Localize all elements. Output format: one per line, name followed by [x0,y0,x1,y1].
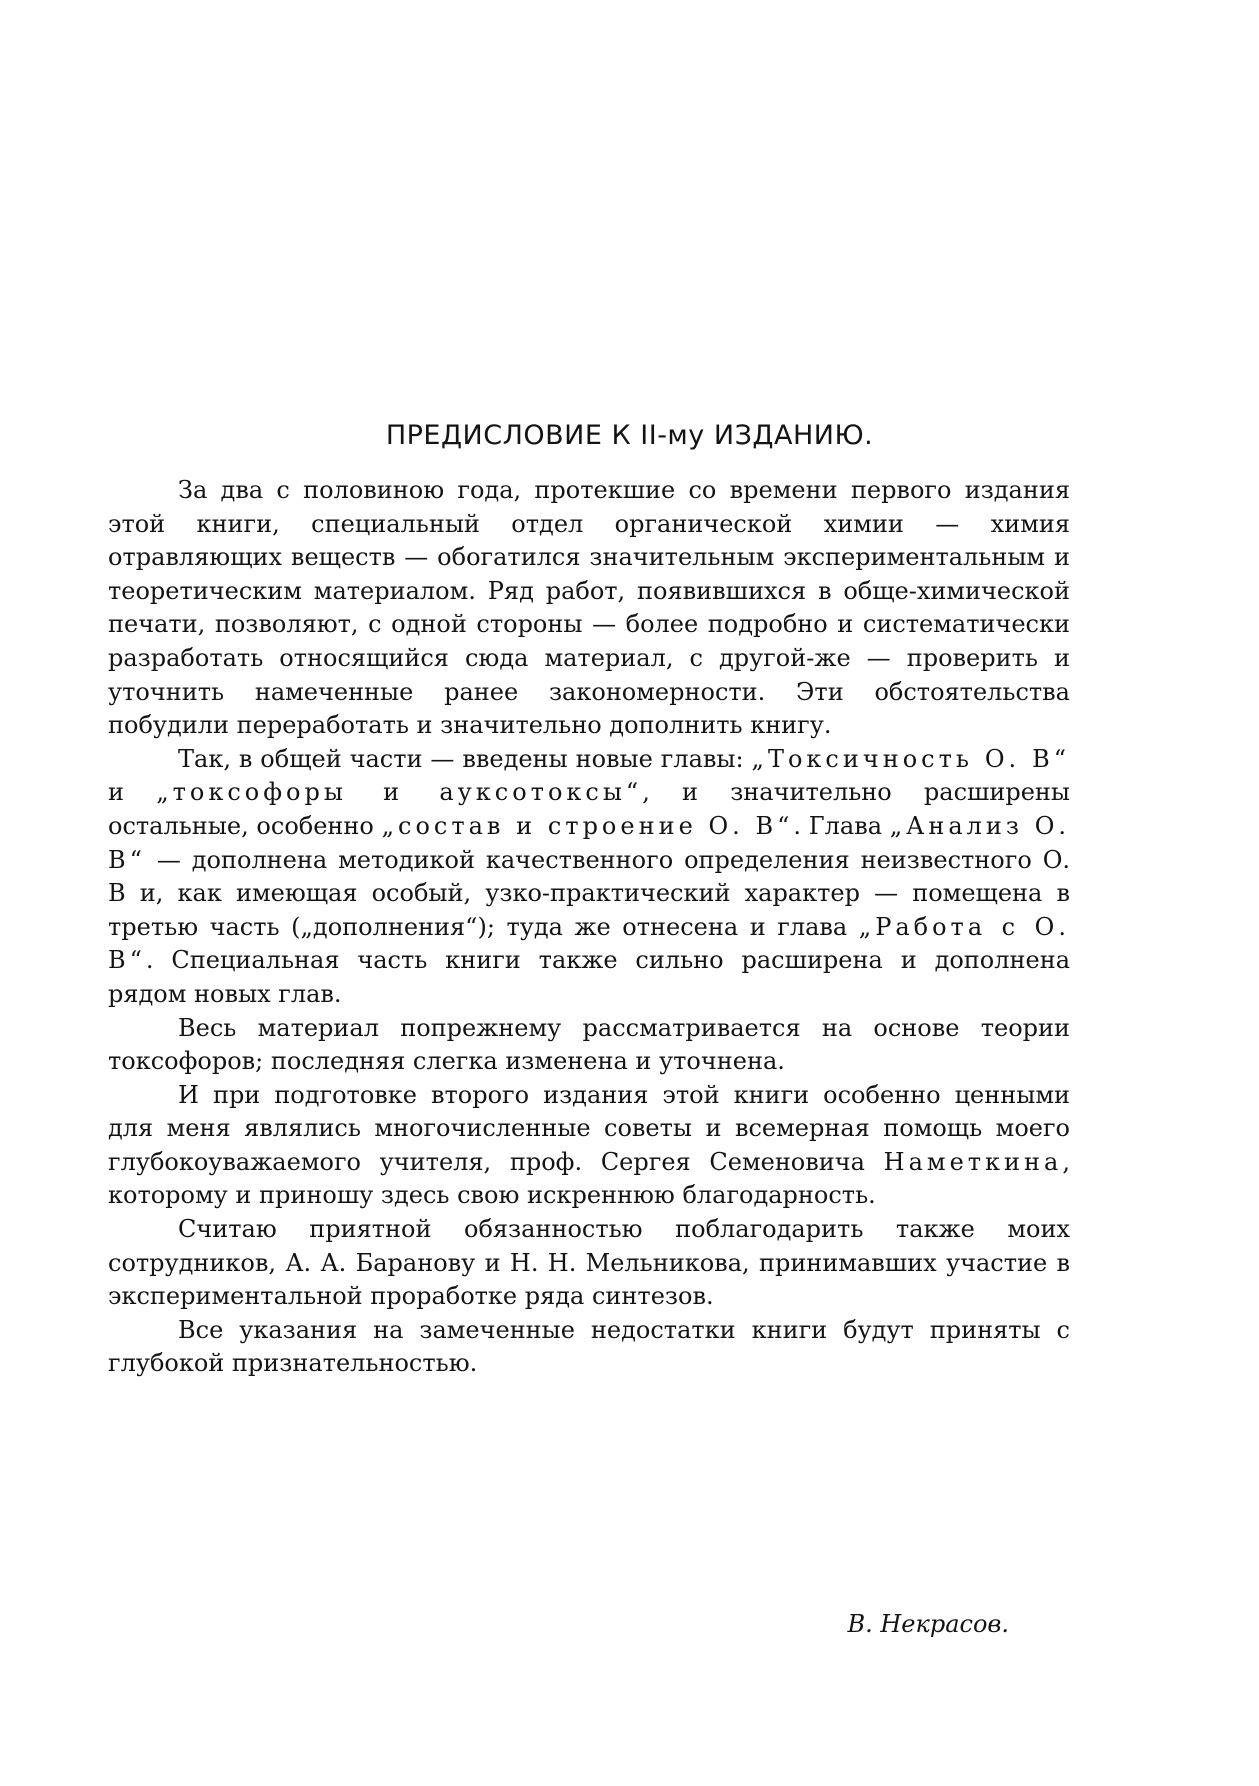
paragraph-2-text-g: . Глава [793,811,890,840]
paragraph-4-text-a: И при подготовке второго издания этой книги особенно ценными для меня являлись многочисленные советы и всемерная помощь моего глубокоуважаемого учителя, проф. Сергея Семеновича [108,1080,1070,1176]
paragraph-6: Все указания на замеченные недостатки книги будут приняты с глубокой признательностью. [108,1315,1070,1378]
paragraph-1: За два с половиною года, протекшие со времени первого издания этой книги, специальный отдел органической химии — химия отравляющих веществ — обогатился значительным экспериментальным и теоретическим материалом. Ряд работ, появившихся в обще-химической печати, позволяют, с одной стороны — более подробно и систематически разработать относящийся сюда материал, с другой-же — проверить и уточнить намеченные ранее закономерности. Эти обстоятельства побудили переработать и значительно дополнить книгу. [108,476,1070,740]
paragraph-2-text-a: Так, в общей части — введены новые главы: [178,744,752,773]
paragraph-2-text-c: и [108,778,157,807]
paragraph-2-text-e: , и значительно расширены остальные, особенно [108,778,1070,840]
paragraph-4-text-c: , которому и приношу здесь свою искреннюю благодарность. [108,1147,1070,1210]
teacher-surname: Наметкина [883,1147,1063,1176]
page-title: ПРЕДИСЛОВИЕ К II-му ИЗДАНИЮ. [385,420,874,451]
chapter-name-toxophores: „токсофоры и ауксотоксы“ [156,778,643,807]
chapter-name-composition: „состав и строение О. В“ [381,811,794,840]
paragraph-4 [108,1079,1070,1213]
paragraph-3: Весь материал попрежнему рассматривается на основе теории токсофоров; последняя слегка изменена и уточнена. [108,1013,1070,1076]
preface-body [108,474,1070,1381]
paragraph-2-text-i: — дополнена методикой качественного определения неизвестного О. В и, как имеющая особый, узко-практический характер — помещена в третью часть („дополнения“); туда же отнесена и глава [108,845,1070,941]
paragraph-2 [108,743,1070,1012]
paragraph-2-text-k: . Специальная часть книги также сильно расширена и дополнена рядом новых глав. [108,946,1070,1008]
chapter-name-work: „Работа с О. В“ [108,912,1070,975]
author-signature: В. Некрасов. [847,1610,1009,1638]
chapter-name-analysis: „Анализ О. В“ [108,811,1070,874]
paragraph-5: Считаю приятной обязанностью поблагодарить также моих сотрудников, А. А. Баранову и Н. Н. Мельникова, принимавших участие в экспериментальной проработке ряда синтезов. [108,1215,1070,1311]
chapter-name-toxicity: „Токсичность О. В“ [751,744,1070,773]
